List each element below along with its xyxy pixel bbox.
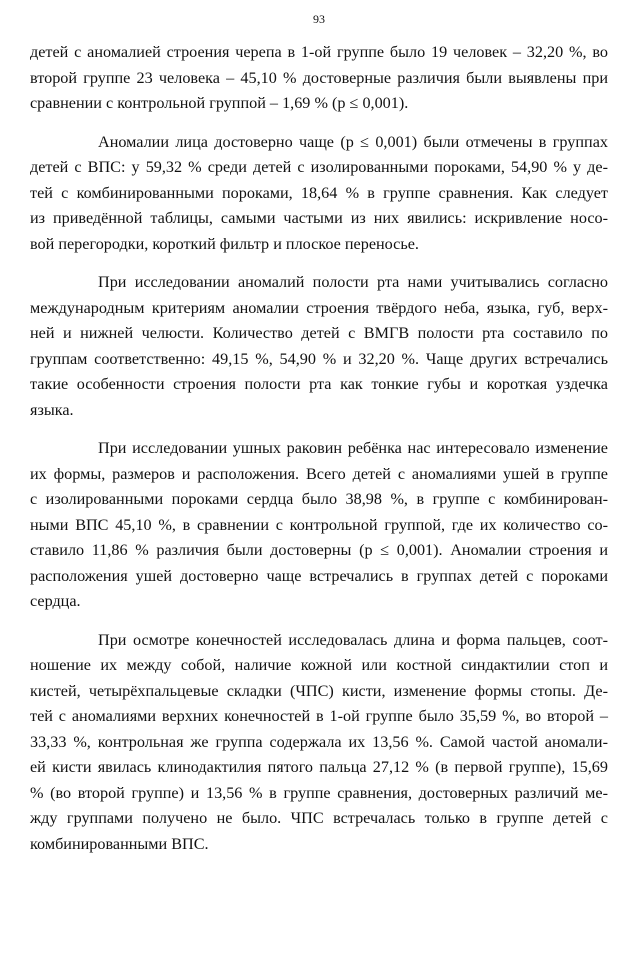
text-line: вой перегородки, короткий фильтр и плоское переносье. bbox=[30, 234, 419, 253]
text-line: группам соответственно: 49,15 %, 54,90 % и 32,20 %. Чаще других встречались bbox=[30, 349, 608, 368]
text-line: сравнении с контрольной группой – 1,69 % (p ≤ 0,001). bbox=[30, 94, 409, 112]
text-line: При осмотре конечностей исследовалась длина и форма пальцев, соот- bbox=[98, 630, 608, 649]
text-line: жду группами получено не было. ЧПС встречалась только в группе детей с bbox=[30, 809, 608, 827]
text-line: с изолированными пороками сердца было 38,98 %, в группе с комбинирован- bbox=[30, 490, 608, 508]
paragraph-ear-anomalies bbox=[30, 436, 608, 615]
paragraph-face-anomalies bbox=[30, 130, 608, 258]
text-line: ными ВПС 45,10 %, в сравнении с контрольной группой, где их количество со- bbox=[30, 515, 608, 534]
text-line: Аномалии лица достоверно чаще (p ≤ 0,001) были отмечены в группах bbox=[98, 132, 608, 151]
text-line: При исследовании ушных раковин ребёнка нас интересовало изменение bbox=[98, 439, 608, 457]
text-line: сердца. bbox=[30, 592, 81, 610]
text-line: кистей, четырёхпальцевые складки (ЧПС) кисти, изменение формы стопы. Де- bbox=[30, 681, 608, 700]
text-line: такие особенности строения полости рта как тонкие губы и короткая уздечка bbox=[30, 375, 608, 393]
paragraph-oral-anomalies bbox=[30, 270, 608, 423]
text-line: второй группе 23 человека – 45,10 % достоверные различия были выявлены при bbox=[30, 68, 608, 87]
text-line: комбинированными ВПС. bbox=[30, 834, 209, 853]
text-line: детей с аномалией строения черепа в 1-ой группе было 19 человек – 32,20 %, во bbox=[30, 43, 608, 61]
text-line: из приведённой таблицы, самыми частыми из них явились: искривление носо- bbox=[30, 209, 608, 227]
text-line: тей с комбинированными пороками, 18,64 % в группе сравнения. Как следует bbox=[30, 183, 608, 202]
text-line: языка. bbox=[30, 400, 74, 419]
text-line: их формы, размеров и расположения. Всего детей с аномалиями ушей в группе bbox=[30, 464, 608, 483]
body-text bbox=[30, 40, 608, 857]
text-line: % (во второй группе) и 13,56 % в группе сравнения, достоверных различий ме- bbox=[30, 783, 608, 802]
text-line: детей с ВПС: у 59,32 % среди детей с изолированными пороками, 54,90 % у де- bbox=[30, 158, 608, 176]
text-line: ношение их между собой, наличие кожной или костной синдактилии стоп и bbox=[30, 656, 608, 674]
text-line: тей с аномалиями верхних конечностей в 1-ой группе было 35,59 %, во второй – bbox=[30, 707, 608, 725]
text-line: ставило 11,86 % различия были достоверны (p ≤ 0,001). Аномалии строения и bbox=[30, 541, 608, 559]
page-number: 93 bbox=[313, 12, 325, 26]
text-line: ней и нижней челюсти. Количество детей с ВМГВ полости рта составило по bbox=[30, 324, 608, 342]
text-line: 33,33 %, контрольная же группа содержала их 13,56 %. Самой частой аномали- bbox=[30, 732, 608, 751]
text-line: ей кисти явилась клинодактилия пятого пальца 27,12 % (в первой группе), 15,69 bbox=[30, 758, 608, 776]
paragraph-skull-anomalies bbox=[30, 40, 608, 117]
text-line: расположения ушей достоверно чаще встречались в группах детей с пороками bbox=[30, 566, 608, 585]
text-line: При исследовании аномалий полости рта нами учитывались согласно bbox=[98, 273, 608, 291]
paragraph-limb-anomalies bbox=[30, 628, 608, 858]
text-line: международным критериям аномалии строения твёрдого неба, языка, губ, верх- bbox=[30, 298, 608, 317]
